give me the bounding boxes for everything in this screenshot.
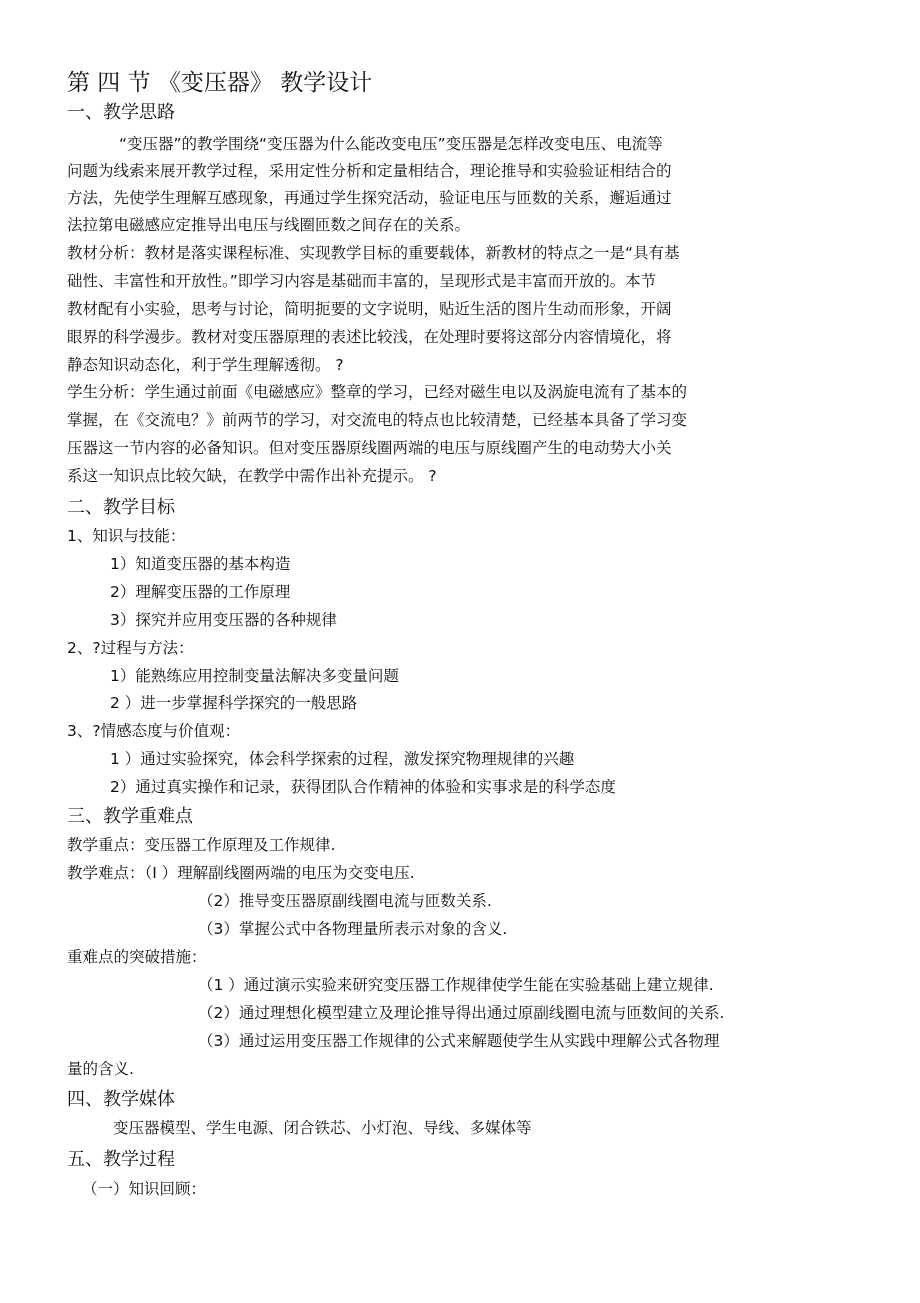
- difficulty-item: （3）掌握公式中各物理量所表示对象的含义.: [198, 920, 508, 938]
- paragraph-line: 法拉第电磁感应定推导出电压与线圈匝数之间存在的关系。: [67, 216, 471, 234]
- paragraph-line: 系这一知识点比较欠缺，在教学中需作出补充提示。 ?: [67, 467, 437, 485]
- measure-item: （2）通过理想化模型建立及理论推导得出通过原副线圈电流与匝数间的关系.: [198, 1004, 725, 1022]
- goal-item: 1）知道变压器的基本构造: [110, 555, 291, 573]
- goal-item: 1 ）通过实验探究，体会科学探索的过程，激发探究物理规律的兴趣: [110, 750, 575, 768]
- difficulty-label: 教学难点：（I ）理解副线圈两端的电压为交变电压.: [67, 864, 415, 882]
- goal-group-title: 2、?过程与方法：: [67, 639, 194, 657]
- paragraph-line: “变压器”的教学围绕“变压器为什么能改变电压”变压器是怎样改变电压、电流等: [119, 135, 663, 153]
- paragraph-line: 方法，先使学生理解互感现象，再通过学生探究活动，验证电压与匝数的关系，邂逅通过: [67, 189, 672, 207]
- paragraph-line: 眼界的科学漫步。教材对变压器原理的表述比较浅，在处理时要将这部分内容情境化，将: [67, 328, 672, 346]
- goal-item: 1）能熟练应用控制变量法解决多变量问题: [110, 667, 399, 685]
- section-heading-3: 三、教学重难点: [67, 806, 193, 827]
- section-heading-2: 二、教学目标: [67, 497, 175, 518]
- page-title: 第 四 节 《变压器》 教学设计: [67, 70, 373, 96]
- section-heading-1: 一、教学思路: [67, 102, 175, 123]
- goal-item: 2）理解变压器的工作原理: [110, 583, 291, 601]
- paragraph-line: 问题为线索来展开教学过程，采用定性分析和定量相结合，理论推导和实验验证相结合的: [67, 162, 672, 180]
- goal-item: 3）探究并应用变压器的各种规律: [110, 611, 337, 629]
- media-list: 变压器模型、学生电源、闭合铁芯、小灯泡、导线、多媒体等: [113, 1119, 532, 1137]
- paragraph-line: 学生分析：学生通过前面《电磁感应》整章的学习，已经对磁生电以及涡旋电流有了基本的: [67, 383, 688, 401]
- paragraph-line: 教材分析：教材是落实课程标准、实现教学目标的重要载体，新教材的特点之一是“具有基: [67, 244, 680, 262]
- measure-item: （1 ）通过演示实验来研究变压器工作规律使学生能在实验基础上建立规律.: [198, 976, 714, 994]
- subsection-heading: （一）知识回顾：: [82, 1180, 207, 1198]
- goal-item: 2）通过真实操作和记录，获得团队合作精神的体验和实事求是的科学态度: [110, 778, 616, 796]
- paragraph-line: 掌握，在《交流电？》前两节的学习，对交流电的特点也比较清楚，已经基本具备了学习变: [67, 411, 688, 429]
- measures-label: 重难点的突破措施：: [67, 948, 207, 966]
- goal-group-title: 3、?情感态度与价值观：: [67, 722, 241, 740]
- measure-item: （3）通过运用变压器工作规律的公式来解题使学生从实践中理解公式各物理: [198, 1032, 720, 1050]
- paragraph-line: 静态知识动态化，利于学生理解透彻。 ?: [67, 356, 344, 374]
- difficulty-item: （2）推导变压器原副线圈电流与匝数关系.: [198, 892, 492, 910]
- section-heading-4: 四、教学媒体: [67, 1089, 175, 1110]
- goal-item: 2 ）进一步掌握科学探究的一般思路: [110, 694, 358, 712]
- key-point: 教学重点：变压器工作原理及工作规律.: [67, 836, 336, 854]
- goal-group-title: 1、知识与技能：: [67, 527, 186, 545]
- measure-item-tail: 量的含义.: [67, 1060, 134, 1078]
- paragraph-line: 础性、丰富性和开放性。”即学习内容是基础而丰富的，呈现形式是丰富而开放的。本节: [67, 272, 657, 290]
- paragraph-line: 教材配有小实验，思考与讨论，简明扼要的文字说明，贴近生活的图片生动而形象，开阔: [67, 300, 672, 318]
- section-heading-5: 五、教学过程: [67, 1149, 175, 1170]
- paragraph-line: 压器这一节内容的必备知识。但对变压器原线圈两端的电压与原线圈产生的电动势大小关: [67, 439, 672, 457]
